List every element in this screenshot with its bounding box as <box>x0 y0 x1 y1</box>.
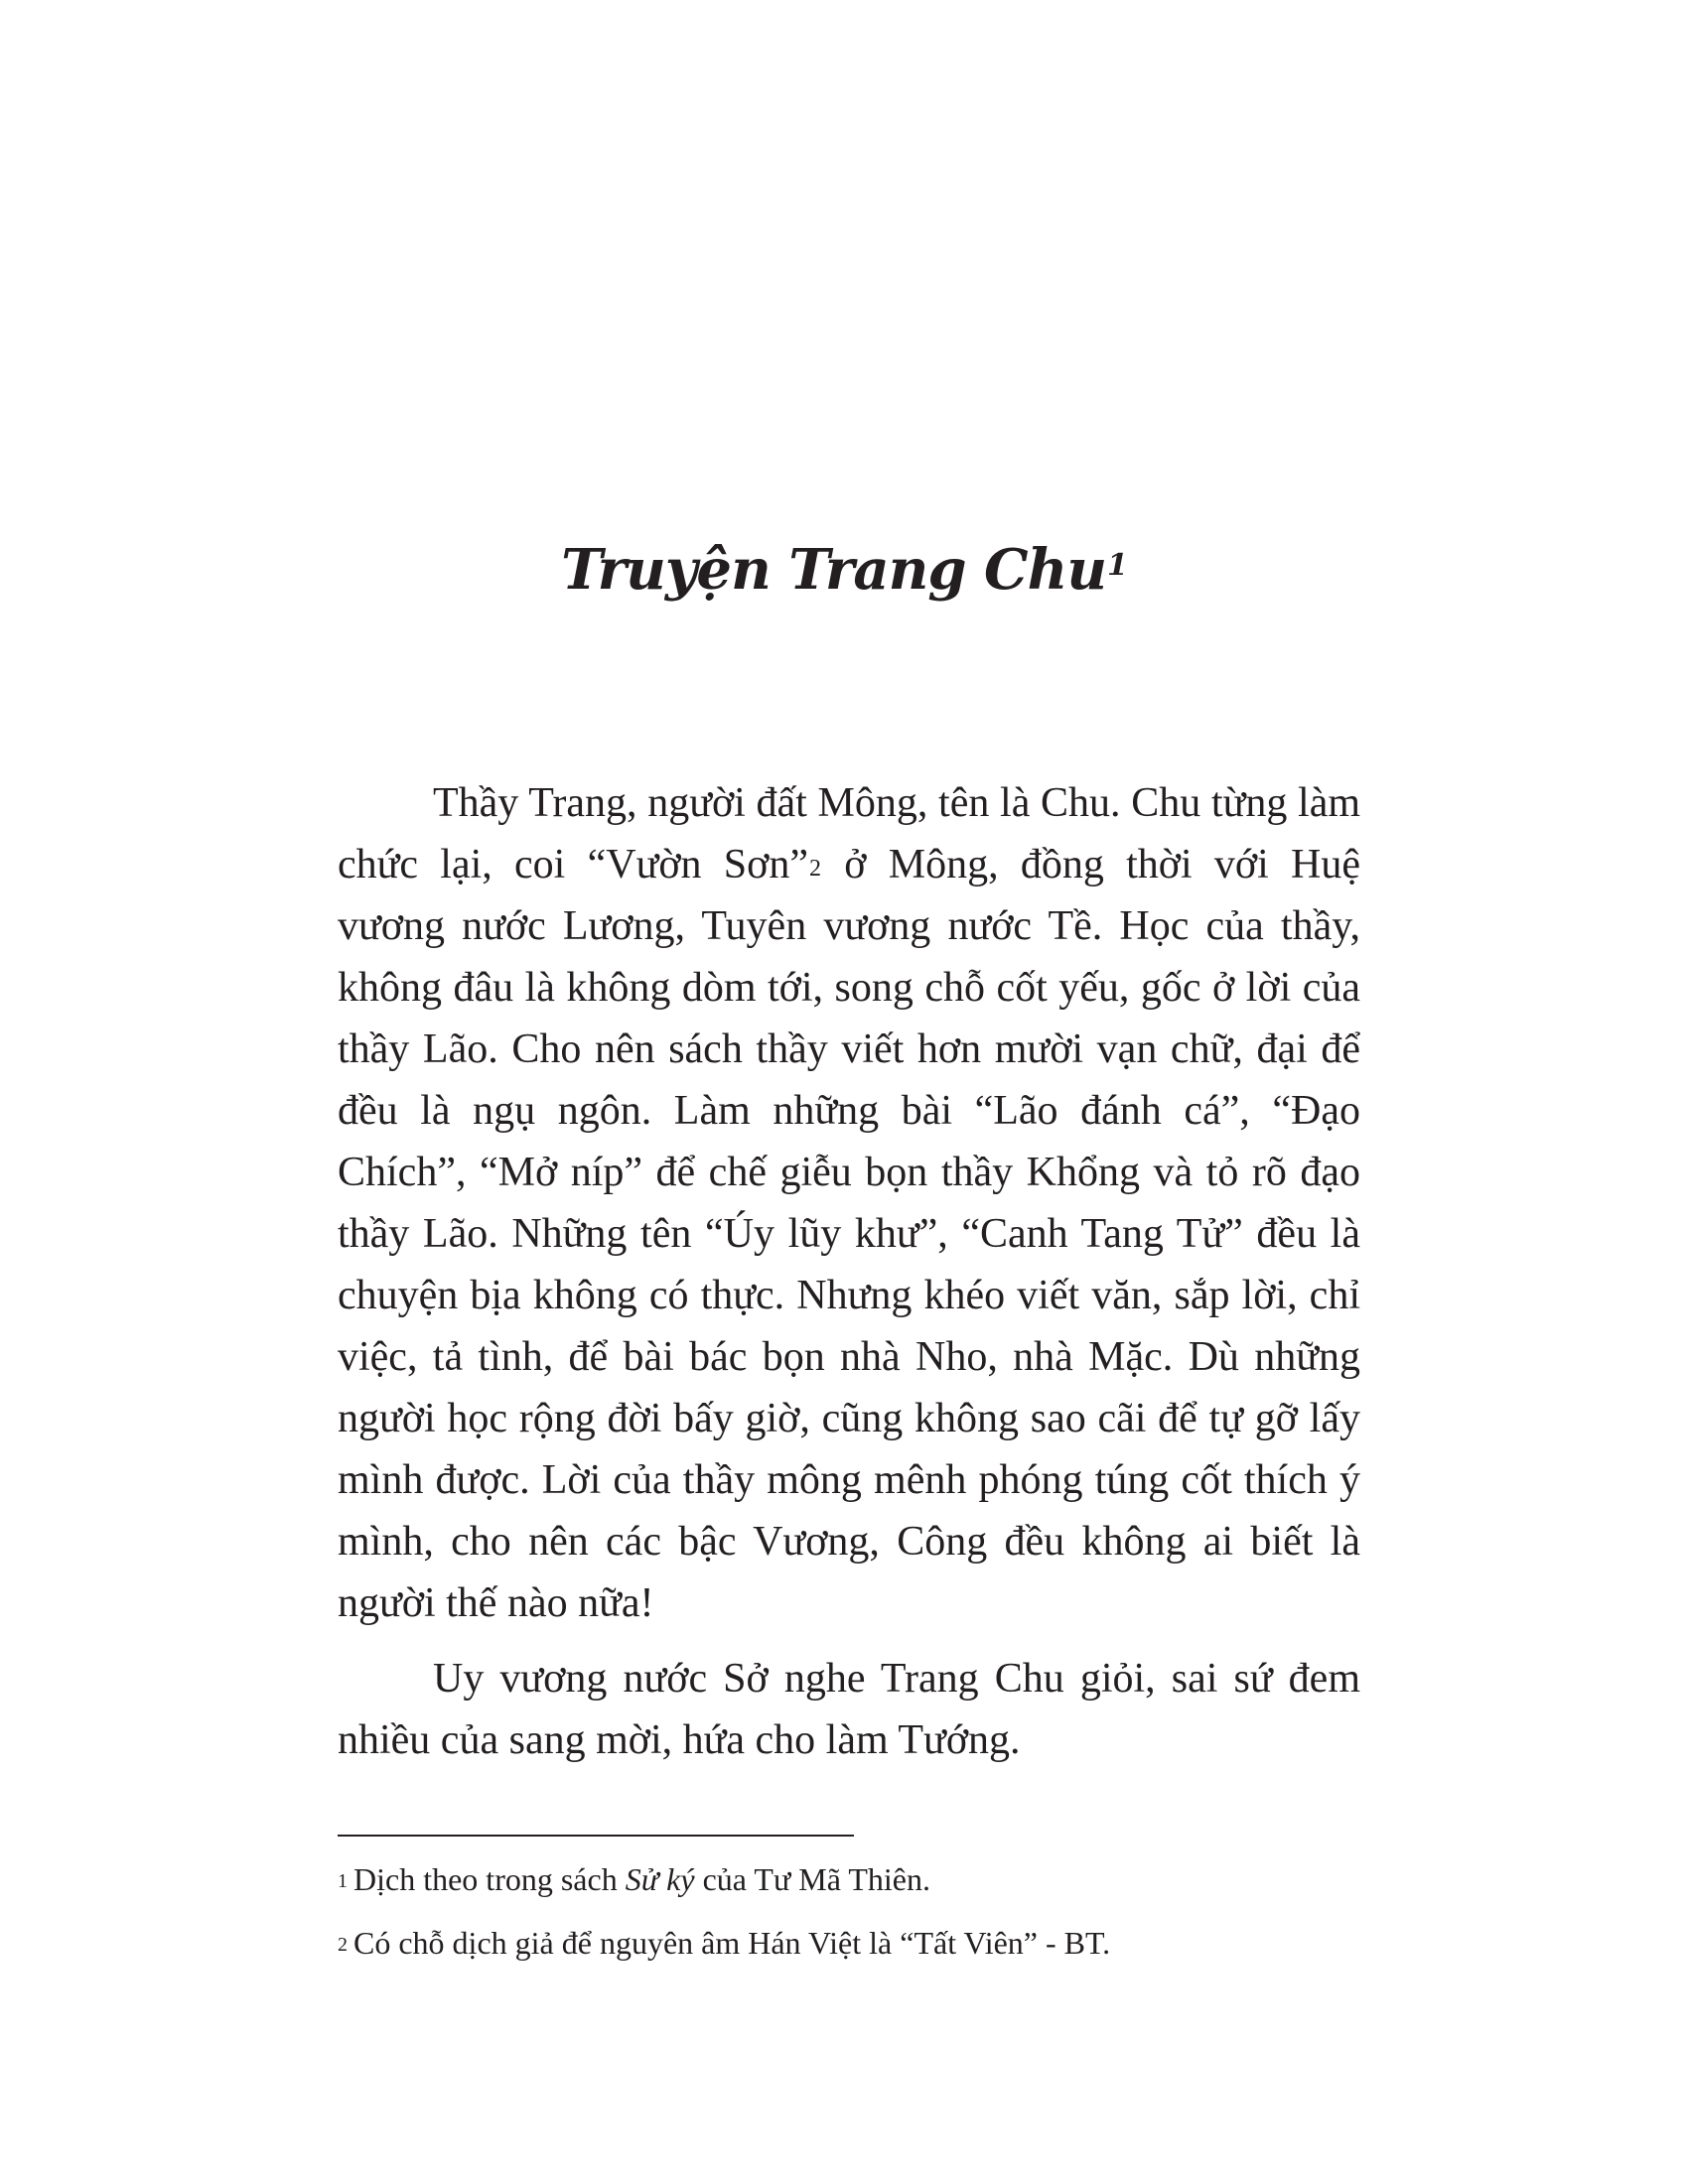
footnote-1 <box>338 1854 1360 1904</box>
footnote-2 <box>338 1918 1360 1968</box>
footnote-ref-2[interactable]: 2 <box>809 856 822 882</box>
paragraph-2: Uy vương nước Sở nghe Trang Chu giỏi, sai sứ đem nhiều của sang mời, hứa cho làm Tướng. <box>338 1656 1360 1763</box>
paragraph-1-text-start: Thầy Trang, người đất Mông, tên là Chu. Chu từng làm chức lại, coi “Vườn Sơn” <box>338 780 1360 887</box>
footnote-1-text-end: của Tư Mã Thiên. <box>694 1861 930 1897</box>
footnote-1-number: 1 <box>338 1870 348 1892</box>
footnotes <box>338 1854 1360 1981</box>
chapter-title <box>0 534 1688 606</box>
footnote-1-text-start: Dịch theo trong sách <box>353 1861 626 1897</box>
chapter-title-text: Truyện Trang Chu <box>561 537 1107 603</box>
footnote-2-number: 2 <box>338 1934 348 1956</box>
footnote-2-text: Có chỗ dịch giả để nguyên âm Hán Việt là “Tất Viên” - BT. <box>353 1925 1111 1961</box>
footnote-divider <box>338 1835 854 1837</box>
title-footnote-mark[interactable]: 1 <box>1107 548 1127 583</box>
footnote-1-book-title: Sử ký <box>625 1861 695 1897</box>
body-text <box>338 772 1360 1771</box>
paragraph-1 <box>338 772 1360 1634</box>
paragraph-1-text-rest: ở Mông, đồng thời với Huệ vương nước Lương, Tuyên vương nước Tề. Học của thầy, không đâu là không dòm tới, song chỗ cốt yếu, gốc ở lời của thầy Lão. Cho nên sách thầy viết hơn mười vạn chữ, đại để đều là ngụ ngôn. Làm những bài “Lão đánh cá”, “Đạo Chích”, “Mở níp” để chế giễu bọn thầy Khổng và tỏ rõ đạo thầy Lão. Những tên “Úy lũy khư”, “Canh Tang Tử” đều là chuyện bịa không có thực. Nhưng khéo viết văn, sắp lời, chỉ việc, tả tình, để bài bác bọn nhà Nho, nhà Mặc. Dù những người học rộng đời bấy giờ, cũng không sao cãi để tự gỡ lấy mình được. Lời của thầy mông mênh phóng túng cốt thích ý mình, cho nên các bậc Vương, Công đều không ai biết là người thế nào nữa! <box>338 842 1360 1626</box>
